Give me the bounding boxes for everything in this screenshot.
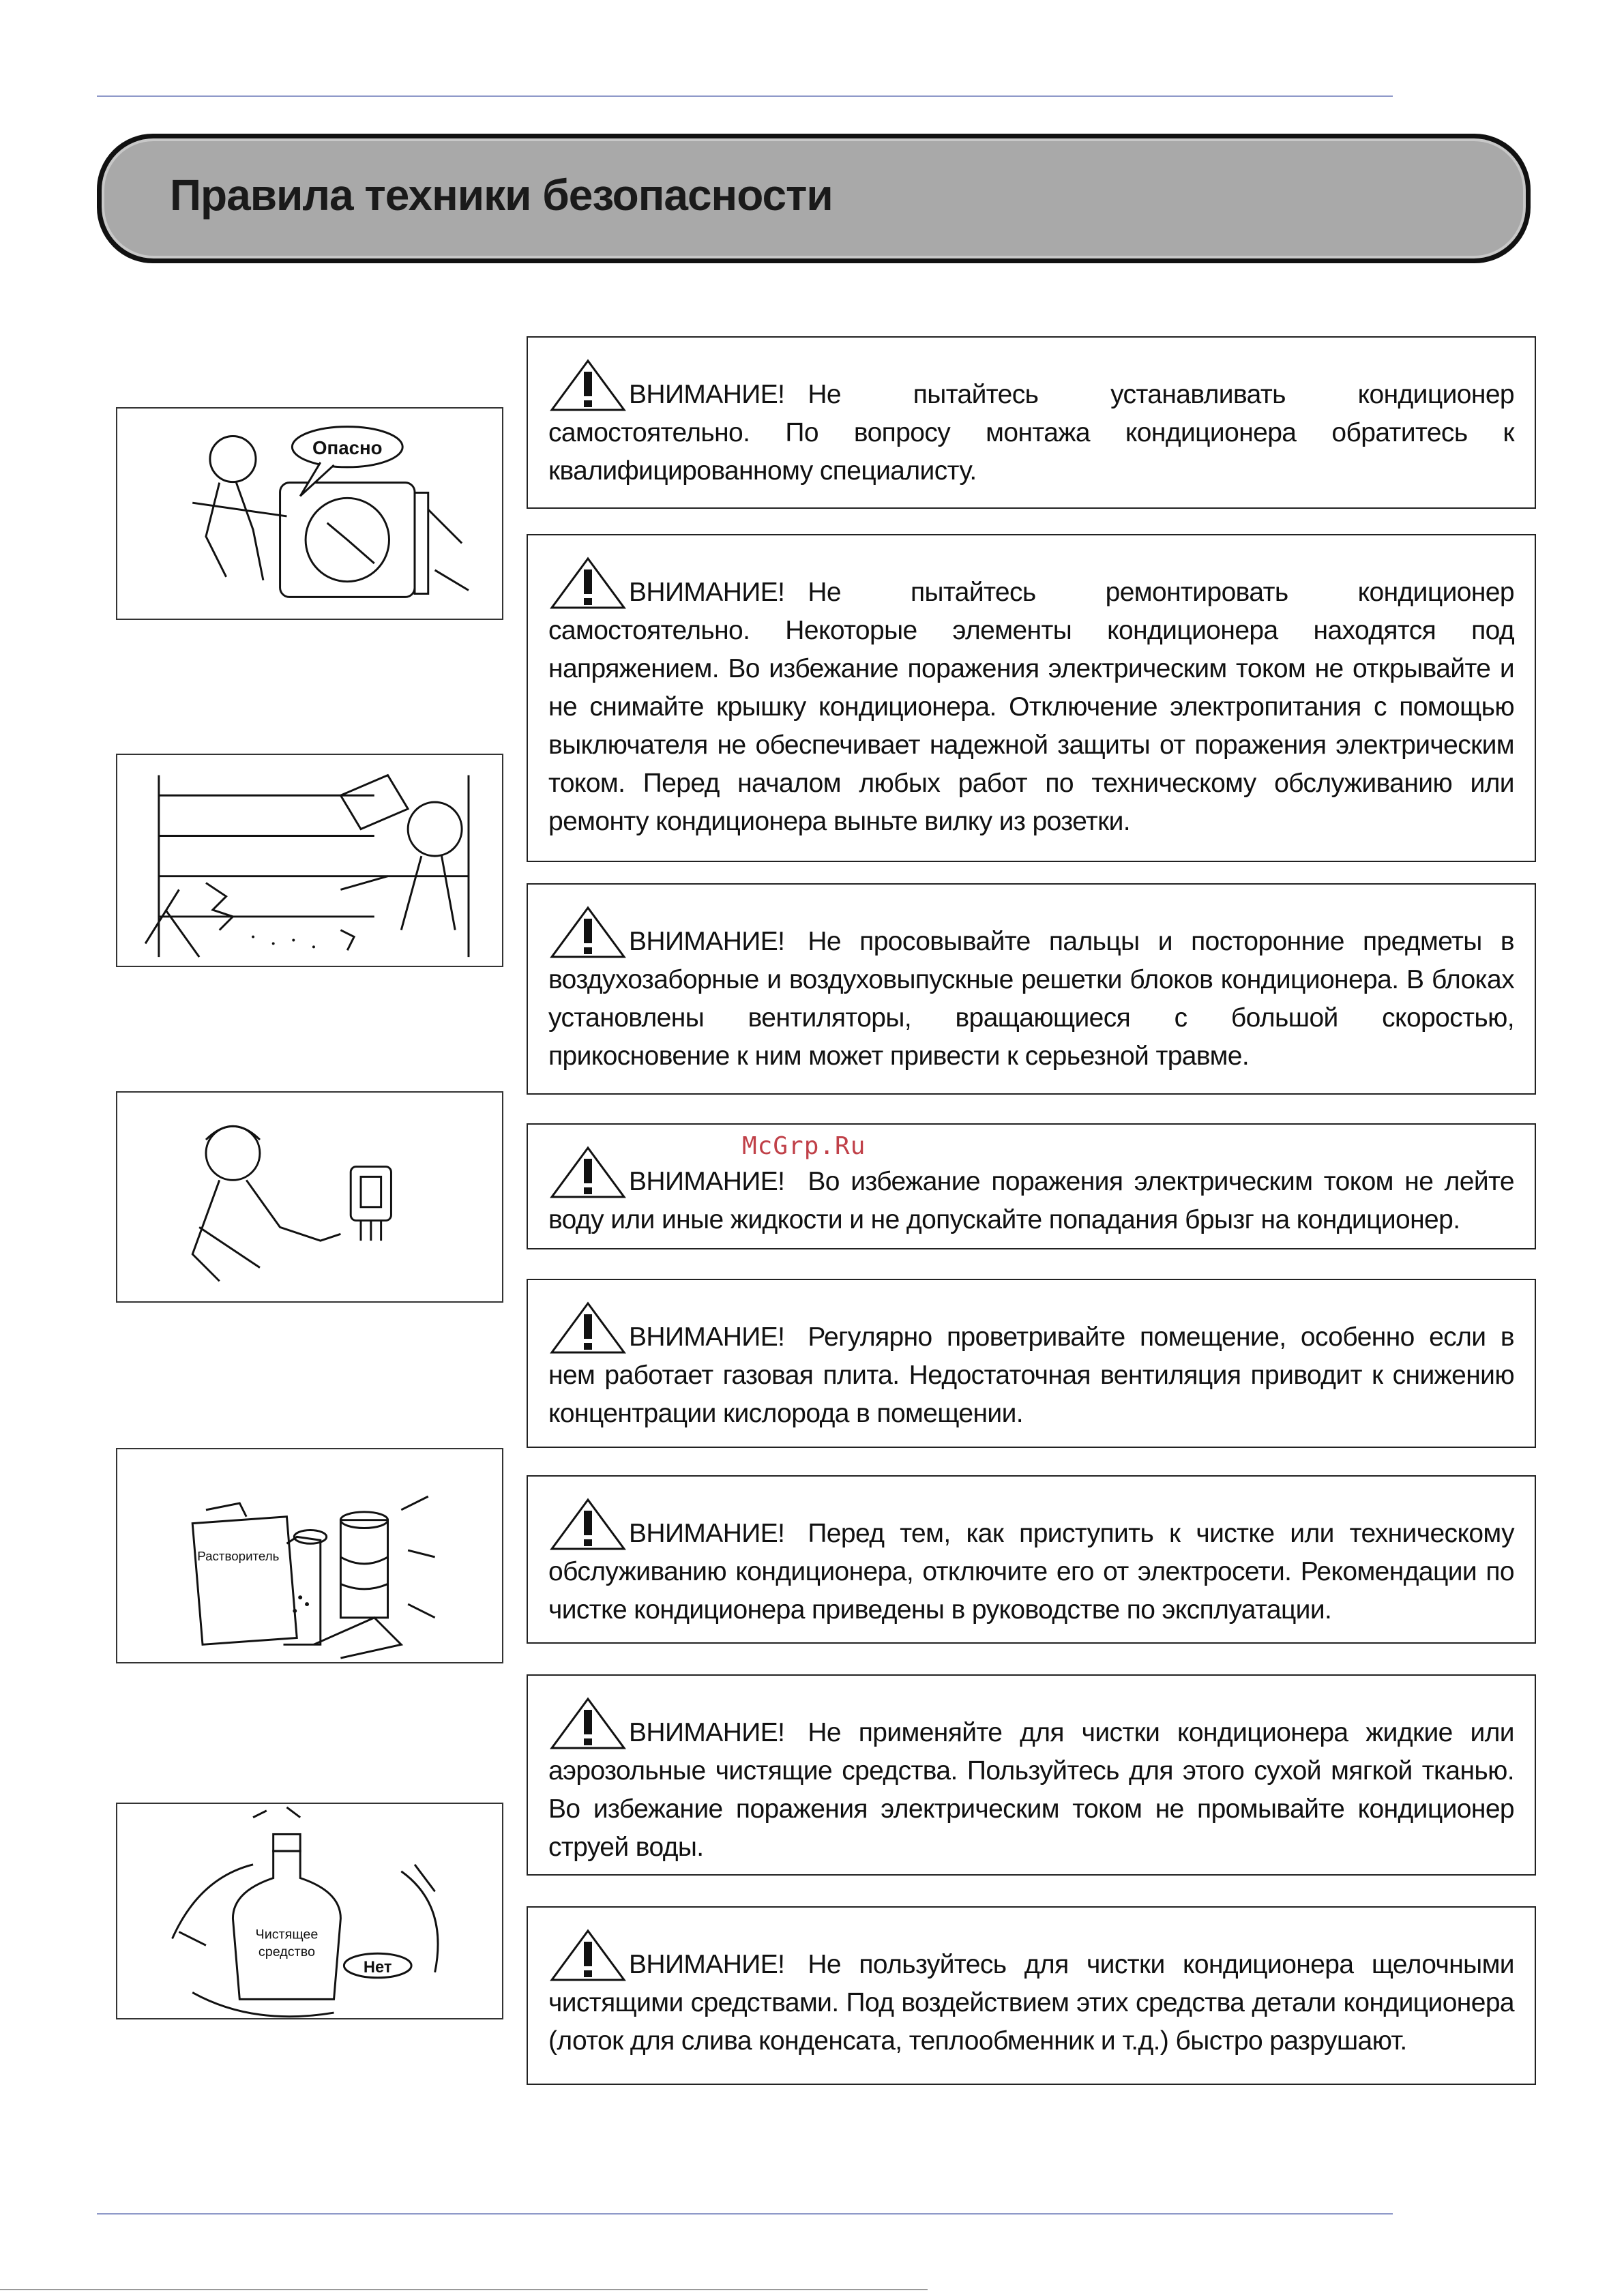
warning-label: ВНИМАНИЕ! bbox=[629, 1322, 785, 1352]
warning-label: ВНИМАНИЕ! bbox=[629, 578, 785, 607]
person-pointing-at-switch-drawing bbox=[117, 1093, 502, 1301]
person-fixing-unit-drawing bbox=[117, 409, 502, 619]
warning-triangle-icon bbox=[548, 1695, 628, 1751]
warning-text: Не просовывайте пальцы и посторонние предметы в воздухозаборные и воздуховыпускные решетки блоков кондиционера. В блоках установлены вентиляторы, вращающиеся с большой скоростью, прикосновение к ним может привести к серьезной травме. bbox=[548, 927, 1514, 1071]
page-title: Правила техники безопасности bbox=[170, 171, 833, 220]
warning-box-1 bbox=[527, 336, 1536, 509]
warning-box-8 bbox=[527, 1906, 1536, 2085]
solvent-label: Растворитель bbox=[197, 1548, 280, 1563]
warning-label: ВНИМАНИЕ! bbox=[629, 1718, 785, 1747]
title-banner bbox=[97, 134, 1531, 263]
cleaner-label-1: Чистящее bbox=[255, 1927, 319, 1942]
warning-text: Регулярно проветривайте помещение, особенно если в нем работает газовая плита. Недостаточная вентиляция приводит к снижению концентрации кислорода в помещении. bbox=[548, 1322, 1514, 1428]
footer-line bbox=[0, 2289, 928, 2290]
warning-box-2 bbox=[527, 534, 1536, 862]
warning-text: Не применяйте для чистки кондиционера жидкие или аэрозольные чистящие средства. Пользуйтесь для этого сухой мягкой тканью. Во избежание поражения электрическим током не промывайте кондиционер струей воды. bbox=[548, 1718, 1514, 1862]
warning-triangle-icon bbox=[548, 904, 628, 960]
warning-label: ВНИМАНИЕ! bbox=[629, 927, 785, 956]
warning-triangle-icon bbox=[548, 554, 628, 610]
warning-label: ВНИМАНИЕ! bbox=[629, 1950, 785, 1979]
no-label: Нет bbox=[363, 1958, 392, 1976]
warning-label: ВНИМАНИЕ! bbox=[629, 1167, 785, 1196]
warning-triangle-icon bbox=[548, 1927, 628, 1983]
broken-window-drawing bbox=[117, 755, 502, 966]
warning-box-7 bbox=[527, 1674, 1536, 1876]
warning-text: Во избежание поражения электрическим током не лейте воду или иные жидкости и не допускайте попадания брызг на кондиционер. bbox=[548, 1167, 1514, 1234]
warning-box-6 bbox=[527, 1475, 1536, 1644]
warning-text: Не пытайтесь устанавливать кондиционер самостоятельно. По вопросу монтажа кондиционера обратитесь к квалифицированному специалисту. bbox=[548, 380, 1514, 486]
illustration-solvents bbox=[116, 1448, 503, 1663]
warning-box-3 bbox=[527, 883, 1536, 1095]
top-rule bbox=[97, 95, 1393, 97]
danger-label: Опасно bbox=[312, 437, 383, 459]
warning-text: Не пользуйтесь для чистки кондиционера щелочными чистящими средствами. Под воздействием этих средства детали кондиционера (лоток для слива конденсата, теплообменник и т.д.) быстро разрушают. bbox=[548, 1950, 1514, 2056]
warning-box-5 bbox=[527, 1279, 1536, 1448]
warning-text: Не пытайтесь ремонтировать кондиционер самостоятельно. Некоторые элементы кондиционера находятся под напряжением. Во избежание поражения электрическим током не открывайте и не снимайте крышку кондиционера. Отключение электропитания с помощью выключателя не обеспечивает надежной защиты от поражения электрическим током. Перед началом любых работ по техническому обслуживанию или ремонту кондиционера выньте вилку из розетки. bbox=[548, 578, 1514, 836]
warning-triangle-icon bbox=[548, 357, 628, 413]
illustration-cleaner-no bbox=[116, 1803, 503, 2019]
cleaner-bottle-drawing bbox=[117, 1804, 502, 2018]
watermark: McGrp.Ru bbox=[742, 1132, 866, 1160]
warning-triangle-icon bbox=[548, 1144, 628, 1200]
warning-triangle-icon bbox=[548, 1299, 628, 1355]
bottom-rule bbox=[97, 2213, 1393, 2215]
cleaner-label-2: средство bbox=[258, 1944, 315, 1960]
warning-triangle-icon bbox=[548, 1496, 628, 1552]
warning-box-4 bbox=[527, 1123, 1536, 1249]
illustration-window-fan bbox=[116, 754, 503, 967]
illustration-installing-unit bbox=[116, 407, 503, 620]
illustration-water-on-switch bbox=[116, 1091, 503, 1303]
warning-label: ВНИМАНИЕ! bbox=[629, 380, 785, 409]
warning-label: ВНИМАНИЕ! bbox=[629, 1519, 785, 1548]
warning-text: Перед тем, как приступить к чистке или техническому обслуживанию кондиционера, отключите его от электросети. Рекомендации по чистке кондиционера приведены в руководстве по эксплуатации. bbox=[548, 1519, 1514, 1625]
solvent-bottles-drawing bbox=[117, 1449, 502, 1662]
